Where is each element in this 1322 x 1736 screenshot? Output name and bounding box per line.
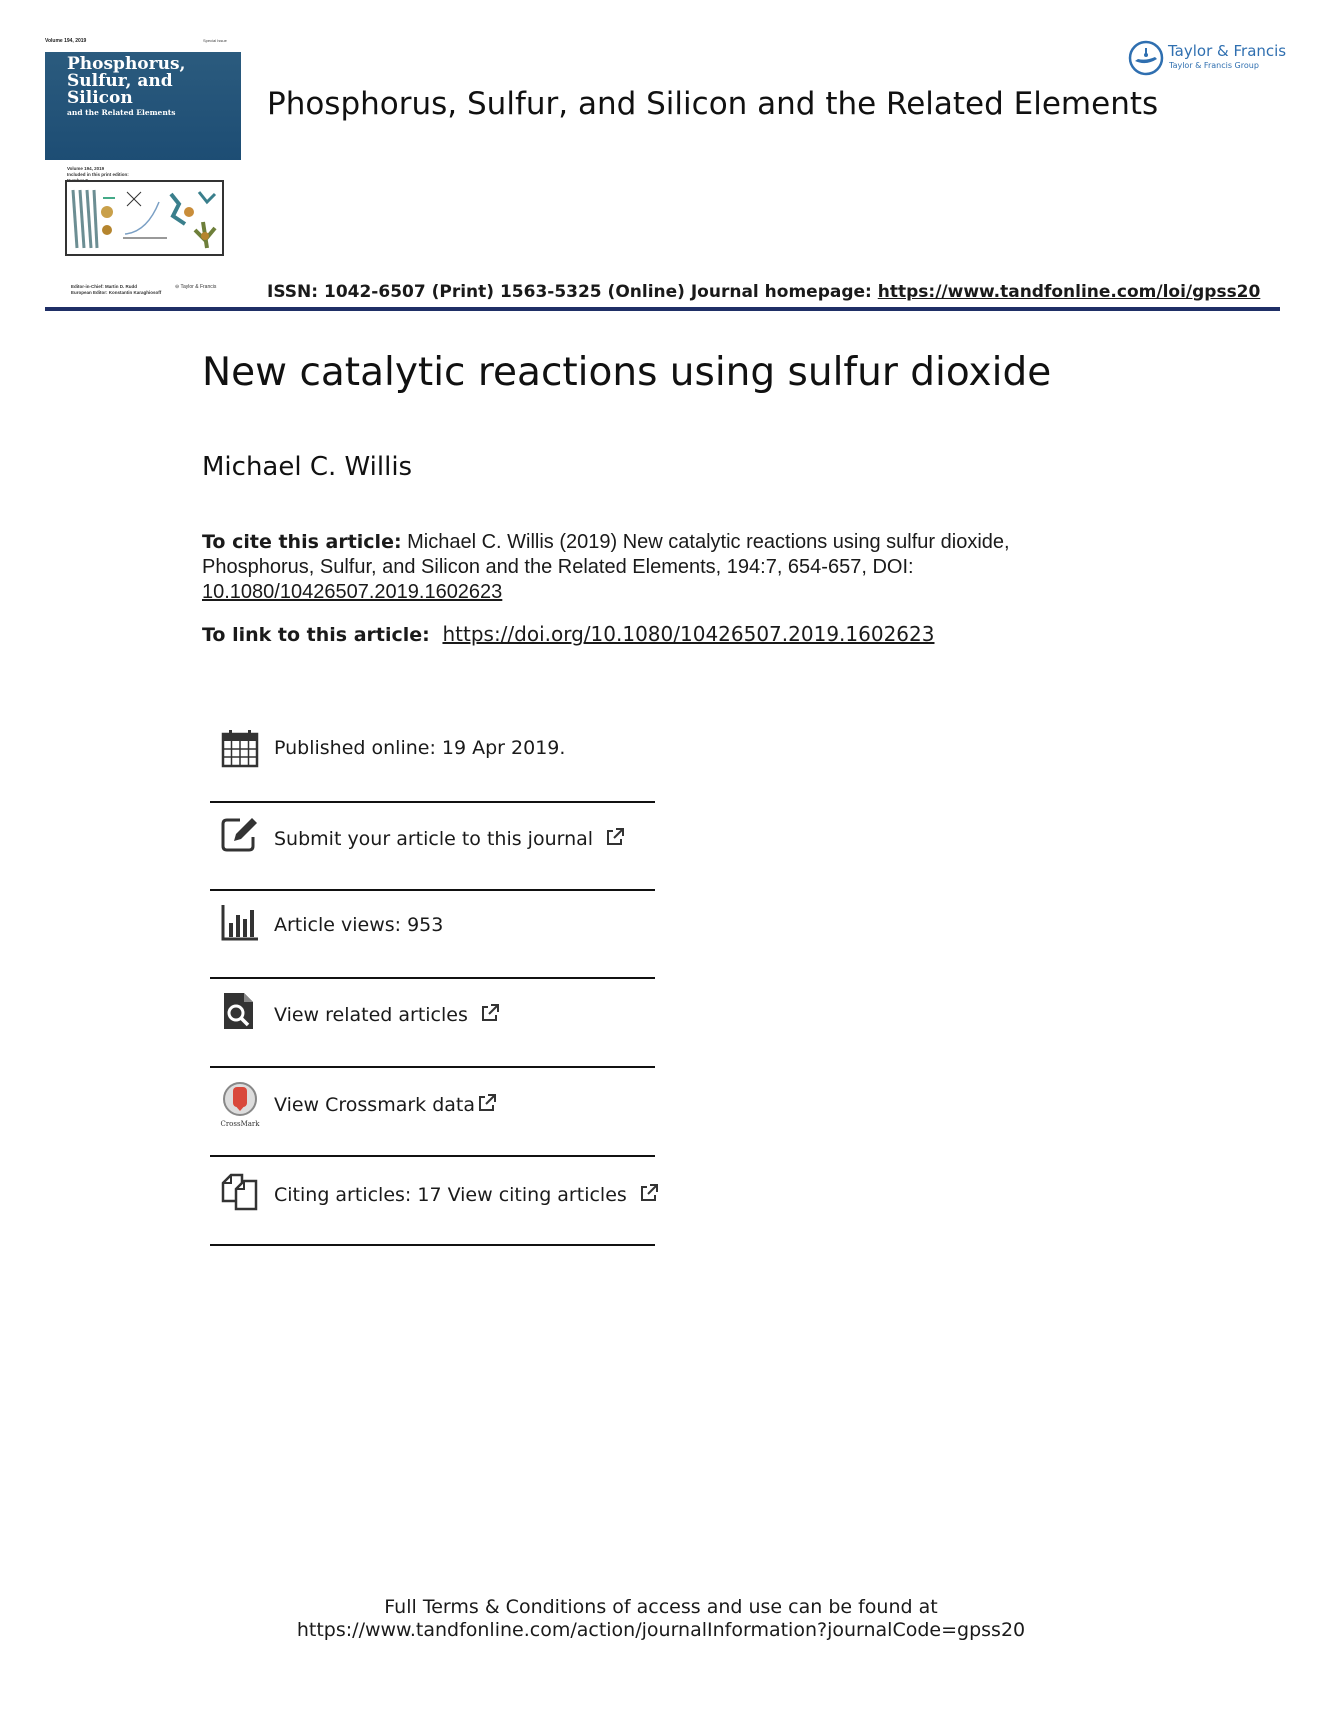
article-author: Michael C. Willis: [202, 452, 413, 482]
crossmark-item[interactable]: [210, 1081, 655, 1141]
cover-editor-chief: Editor-in-Chief: Martin D. Rudd: [71, 284, 137, 289]
bar-chart-icon: [220, 903, 260, 943]
article-views-text: Article views: 953: [274, 914, 444, 936]
cover-publisher-text: Taylor & Francis: [180, 284, 217, 290]
external-link-icon: [605, 827, 625, 847]
issn-text: ISSN: 1042-6507 (Print) 1563-5325 (Online) Journal homepage:: [267, 282, 878, 302]
crossmark-text[interactable]: [274, 1093, 497, 1116]
crossmark-caption: CrossMark: [220, 1120, 260, 1128]
publisher-name: Taylor & Francis: [1168, 42, 1287, 60]
published-online-item: [210, 728, 655, 788]
cover-issue-tag: Special Issue: [203, 38, 227, 43]
related-articles-item[interactable]: [210, 991, 655, 1051]
cover-publisher-mark: [175, 284, 216, 290]
link-label: To link to this article:: [202, 624, 430, 646]
cover-volume: Volume 194, 2019: [45, 38, 87, 44]
list-divider: [210, 801, 655, 803]
publisher-logo[interactable]: [1128, 38, 1288, 78]
list-divider: [210, 977, 655, 979]
external-link-icon: [639, 1183, 659, 1203]
list-divider: [210, 1244, 655, 1246]
terms-footer: [0, 1596, 1322, 1642]
related-articles-label[interactable]: View related articles: [274, 1004, 468, 1026]
cite-doi-link[interactable]: 10.1080/10426507.2019.1602623: [202, 581, 503, 603]
citing-articles-text[interactable]: [274, 1183, 659, 1206]
article-link-row: [202, 622, 934, 646]
publisher-group: Taylor & Francis Group: [1169, 61, 1259, 70]
journal-title: Phosphorus, Sulfur, and Silicon and the Related Elements: [267, 86, 1159, 122]
list-divider: [210, 889, 655, 891]
calendar-icon: [220, 728, 260, 768]
cover-subtitle: and the Related Elements: [67, 108, 176, 117]
cover-editors: [71, 284, 161, 296]
cover-included: Included in this print edition:: [67, 172, 129, 177]
footer-terms-link[interactable]: https://www.tandfonline.com/action/journalInformation?journalCode=gpss20: [296, 1619, 1026, 1641]
cover-title: Phosphorus, Sulfur, and Silicon: [67, 54, 186, 108]
cite-text: Michael C. Willis (2019) New catalytic reactions using sulfur dioxide, Phosphorus, Sulfur, and Silicon and the Related Elements, 194:7, 654-657, DOI:: [202, 531, 1010, 578]
journal-homepage-link[interactable]: https://www.tandfonline.com/loi/gpss20: [877, 282, 1261, 302]
journal-cover[interactable]: [45, 38, 241, 295]
crossmark-icon: [220, 1081, 260, 1129]
footer-line-1: Full Terms & Conditions of access and use can be found at: [384, 1596, 938, 1618]
header-rule: [45, 307, 1280, 311]
cite-label: To cite this article:: [202, 531, 402, 553]
cover-publisher-logo-icon: ⊖: [175, 284, 181, 290]
external-link-icon: [477, 1093, 497, 1113]
cover-editor-eu: European Editor: Konstantin Karaghiosoff: [71, 290, 162, 295]
external-link-icon: [480, 1003, 500, 1023]
citing-articles-item[interactable]: [210, 1171, 655, 1231]
article-title: New catalytic reactions using sulfur dioxide: [202, 350, 1052, 395]
issn-line: [267, 282, 1260, 302]
crossmark-label[interactable]: View Crossmark data: [274, 1094, 476, 1116]
submit-article-text[interactable]: [274, 827, 625, 850]
copy-icon: [220, 1171, 260, 1211]
list-divider: [210, 1066, 655, 1068]
related-articles-text[interactable]: [274, 1003, 500, 1026]
cover-artwork: [65, 180, 224, 256]
cover-vol-info: Volume 194, 2019: [67, 166, 105, 171]
publisher-lamp-icon: [1128, 40, 1164, 76]
citing-articles-label[interactable]: Citing articles: 17 View citing articles: [274, 1184, 627, 1206]
search-document-icon: [220, 991, 260, 1031]
citation-block: [202, 530, 1102, 605]
submit-article-item[interactable]: [210, 815, 655, 875]
submit-article-label[interactable]: Submit your article to this journal: [274, 828, 594, 850]
article-doi-link[interactable]: https://doi.org/10.1080/10426507.2019.1602623: [442, 622, 935, 646]
published-online-text: Published online: 19 Apr 2019.: [274, 737, 566, 759]
edit-icon: [220, 815, 260, 855]
article-views-item: [210, 903, 655, 963]
list-divider: [210, 1155, 655, 1157]
